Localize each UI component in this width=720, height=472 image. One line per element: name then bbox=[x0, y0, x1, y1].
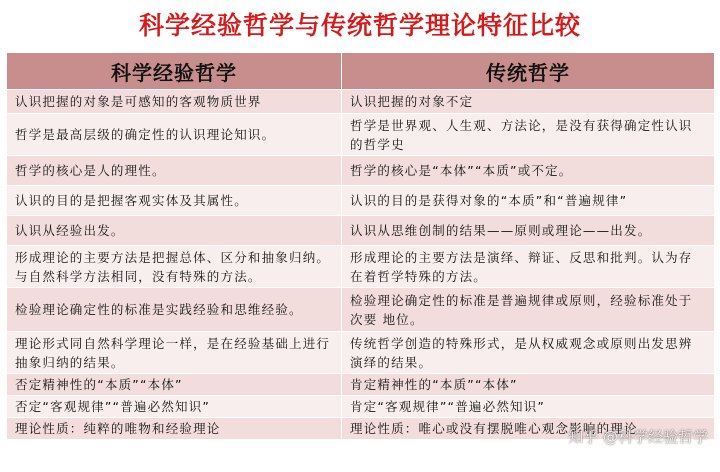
page-title: 科学经验哲学与传统哲学理论特征比较 bbox=[138, 11, 581, 40]
table-row bbox=[7, 114, 715, 156]
cell-scientific: 检验理论确定性的标准是实践经验和思维经验。 bbox=[7, 288, 342, 332]
comparison-table bbox=[6, 52, 715, 440]
table-header-row bbox=[7, 53, 715, 90]
table-row bbox=[7, 156, 715, 186]
table-row bbox=[7, 246, 715, 288]
cell-scientific: 否定精神性的“本质”“本体” bbox=[7, 374, 342, 396]
table-row bbox=[7, 396, 715, 418]
cell-traditional: 认识从思维创制的结果——原则或理论——出发。 bbox=[342, 216, 715, 246]
cell-traditional: 哲学是世界观、人生观、方法论，是没有获得确定性认识的哲学史 bbox=[342, 114, 715, 156]
cell-traditional: 检验理论确定性的标准是普遍规律或原则，经验标准处于次要 地位。 bbox=[342, 288, 715, 332]
cell-scientific: 形成理论的主要方法是把握总体、区分和抽象归纳。与自然科学方法相同，没有特殊的方法。 bbox=[7, 246, 342, 288]
cell-scientific: 否定“客观规律”“普遍必然知识” bbox=[7, 396, 342, 418]
cell-scientific: 哲学是最高层级的确定性的认识理论知识。 bbox=[7, 114, 342, 156]
cell-traditional: 肯定“客观规律”“普遍必然知识” bbox=[342, 396, 715, 418]
cell-scientific: 理论性质：纯粹的唯物和经验理论 bbox=[7, 418, 342, 440]
column-header-scientific-empirical: 科学经验哲学 bbox=[7, 53, 342, 90]
table-row bbox=[7, 332, 715, 374]
cell-traditional: 认识的目的是获得对象的“本质”和“普遍规律” bbox=[342, 186, 715, 216]
table-row bbox=[7, 186, 715, 216]
table-row bbox=[7, 90, 715, 114]
zhihu-watermark: 知乎 @科学经验哲学 bbox=[568, 428, 708, 446]
cell-traditional: 传统哲学创造的特殊形式，是从权威观念或原则出发思辨演绎的结果。 bbox=[342, 332, 715, 374]
cell-traditional: 哲学的核心是“本体”“本质”或不定。 bbox=[342, 156, 715, 186]
table-row bbox=[7, 216, 715, 246]
cell-scientific: 哲学的核心是人的理性。 bbox=[7, 156, 342, 186]
table-row bbox=[7, 374, 715, 396]
cell-traditional: 认识把握的对象不定 bbox=[342, 90, 715, 114]
cell-traditional: 理论性质：唯心或没有摆脱唯心观念影响的理论 bbox=[342, 418, 715, 440]
cell-traditional: 形成理论的主要方法是演绎、辩证、反思和批判。认为存在着哲学特殊的方法。 bbox=[342, 246, 715, 288]
column-header-traditional: 传统哲学 bbox=[342, 53, 715, 90]
cell-scientific: 理论形式同自然科学理论一样，是在经验基础上进行抽象归纳的结果。 bbox=[7, 332, 342, 374]
table-row bbox=[7, 288, 715, 332]
comparison-table-container bbox=[6, 52, 714, 440]
cell-scientific: 认识从经验出发。 bbox=[7, 216, 342, 246]
cell-scientific: 认识的目的是把握客观实体及其属性。 bbox=[7, 186, 342, 216]
cell-scientific: 认识把握的对象是可感知的客观物质世界 bbox=[7, 90, 342, 114]
cell-traditional: 肯定精神性的“本质”“本体” bbox=[342, 374, 715, 396]
